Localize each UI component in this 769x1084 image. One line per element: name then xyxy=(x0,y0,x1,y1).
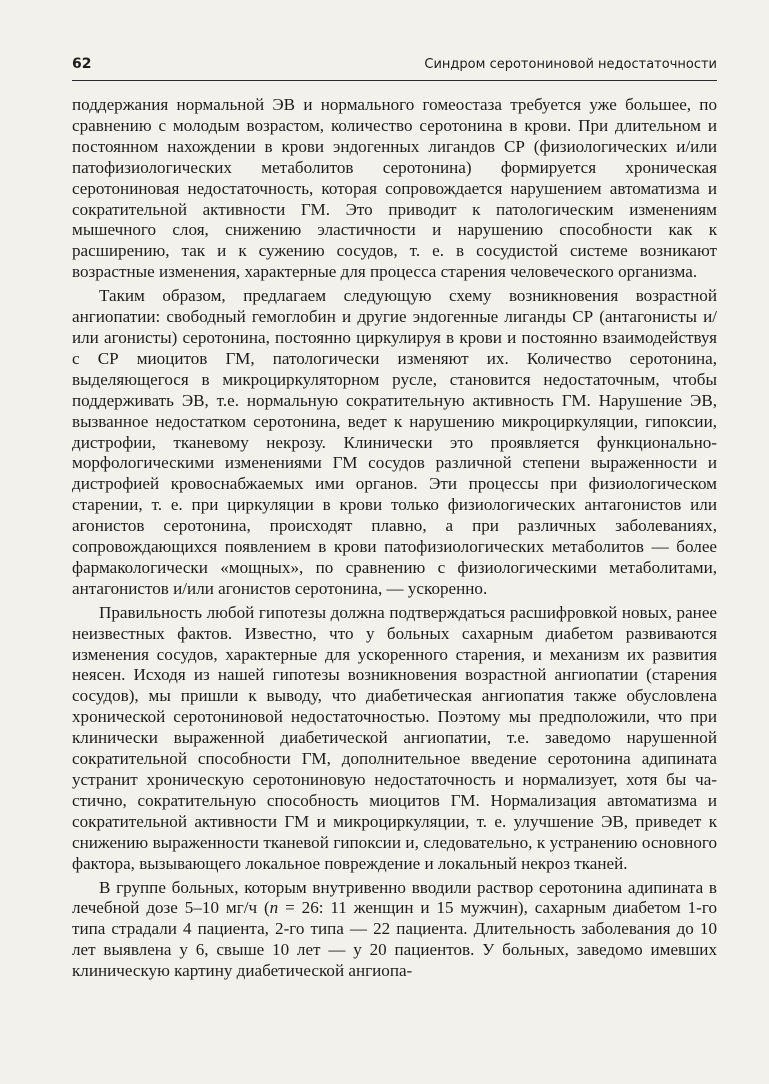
body-text xyxy=(72,95,717,982)
paragraph-4 xyxy=(72,878,717,983)
paragraph-1: поддержания нормальной ЭВ и нормального гомеостаза требуется уже большее, по сравнению с молодым возрастом, количество серотонина в крови. При длительном и постоянном нахождении в крови эндогенных лигандов СР (физиологических и/или патофизиологических метаболитов серотонина) формируется хроническая серотониновая недостаточность, которая сопровождается нарушением автоматизма и сократительной активности ГМ. Это приводит к патологическим изменениям мышечного слоя, снижению эластичности и нарушению способности как к расширению, так и к сужению сосудов, т. е. в сосудистой системе возникают возрастные изменения, характерные для процесса старения человеческого организма. xyxy=(72,95,717,282)
n-symbol: n xyxy=(269,898,279,918)
paragraph-3: Правильность любой гипотезы должна подтверждаться расшифровкой новых, ранее неизвестных фактов. Известно, что у больных сахарным диабетом развиваются изменения сосудов, характерные для ускоренного старения, и механизм их развития неясен. Исходя из нашей гипотезы возникновения возрастной ангиопатии (старения сосудов), мы пришли к выводу, что диабетическая ангиопатия также обусловлена хронической серотониновой недостаточностью. Поэтому мы предположили, что при клинически выраженной диабетической ангиопатии, т.е. заведомо нарушенной сократительной способности ГМ, дополнительное введение серотонина адипината устранит хроническую серотониновую недостаточность и нормализует, хотя бы частично, сократительную способность миоцитов ГМ. Нормализация автоматизма и сократительной активности ГМ и микроциркуляции, т. е. улучшение ЭВ, приведет к снижению выраженности тканевой гипоксии и, следовательно, к устранению основного фактора, вызывающего локальное повреждение и локальный некроз тканей. xyxy=(72,602,717,873)
paragraph-4-end: = 26: 11 женщин и 15 мужчин), сахарным диабетом 1-го типа страдали 4 пациента, 2-го типа — 22 пациента. Длительность заболевания до 10 лет выявлена у 6, свыше 10 лет — у 20 пациентов. У больных, заведомо имевших клиническую картину диабетической ангиопа- xyxy=(72,898,717,981)
paragraph-4-start: В группе больных, которым внутривенно вводили раствор серотонина адипината в лечебной дозе 5–10 мг/ч ( xyxy=(72,877,717,918)
page-number: 62 xyxy=(72,56,92,72)
running-head xyxy=(72,56,717,81)
running-title: Синдром серотониновой недостаточности xyxy=(424,57,717,72)
paragraph-2: Таким образом, предлагаем следующую схему возникновения возрастной ангиопатии: свободный гемоглобин и другие эндогенные лиганды СР (антагонисты и/или агонисты) серотонина, постоянно циркулируя в крови и постоянно взаимодействуя с СР миоцитов ГМ, патологически изменяют их. Количество серотонина, выделяющегося в микроциркуляторном русле, становится недостаточным, чтобы поддерживать ЭВ, т.е. нормальную сократительную активность ГМ. Нарушение ЭВ, вызванное недостатком серотонина, ведет к нарушению микроциркуляции, гипоксии, дистрофии, тканевому некрозу. Клинически это проявляется функционально-морфологическими изменениями ГМ сосудов различной степени выраженности и дистрофией кровоснабжаемых ими органов. Эти процессы при физиологическом старении, т. е. при циркуляции в крови только физиологических антагонистов или агонистов серотонина, происходят плавно, а при различных заболеваниях, сопровождающихся появлением в крови патофизиологических метаболитов — более фармакологически «мощных», по сравнению с физиологическими метаболитами, антагонистов и/или агонистов серотонина, — ускоренно. xyxy=(72,286,717,598)
